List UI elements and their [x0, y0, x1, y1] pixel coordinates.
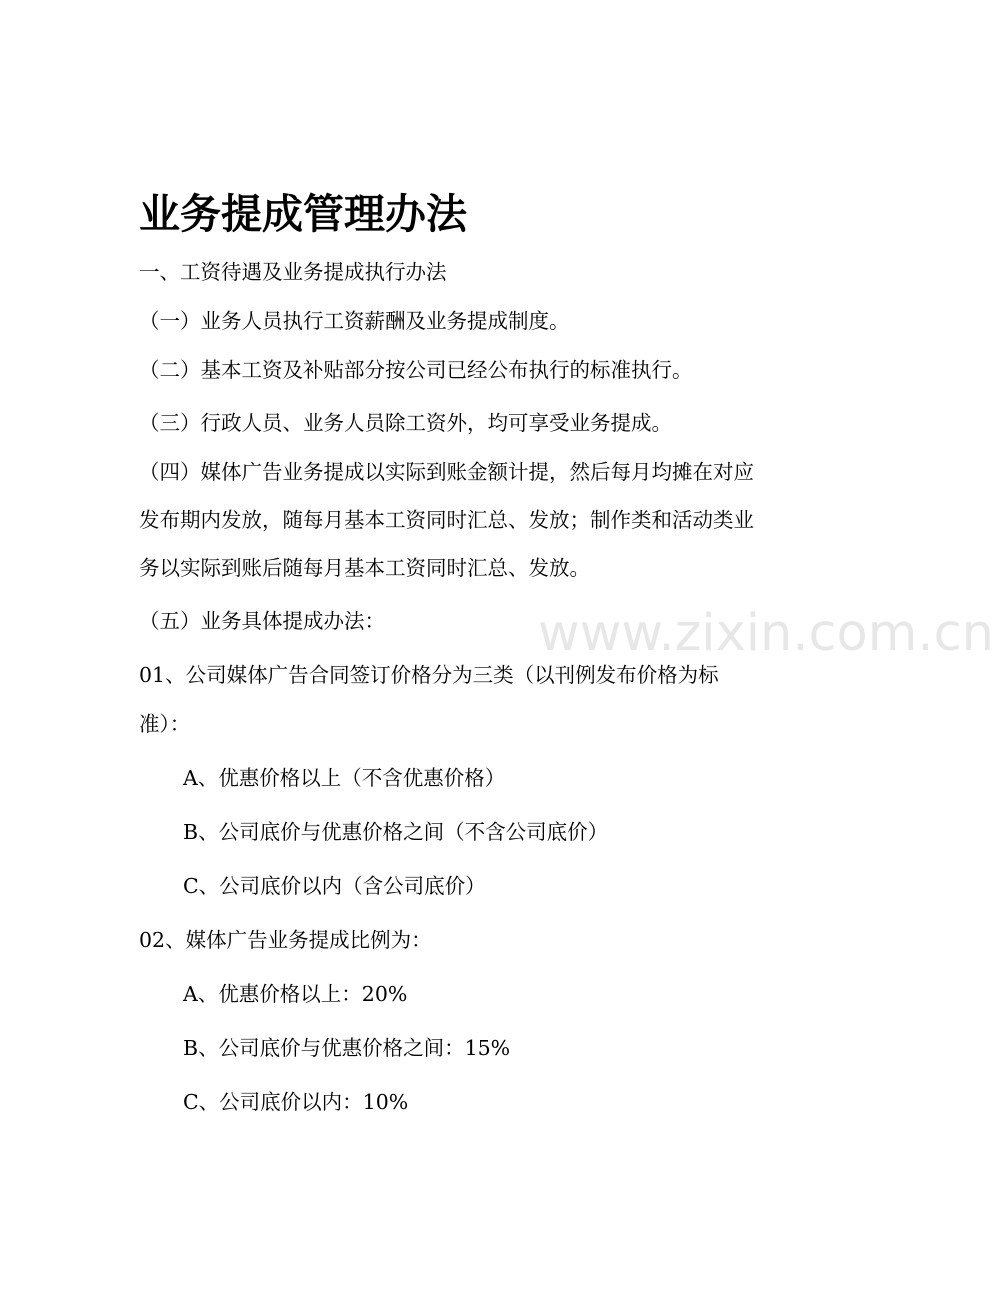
paragraph-line: 发布期内发放，随每月基本工资同时汇总、发放；制作类和活动类业	[139, 508, 754, 532]
paragraph-line: 01、公司媒体广告合同签订价格分为三类（以刊例发布价格为标	[139, 663, 719, 687]
list-item: A、优惠价格以上：20%	[183, 982, 408, 1006]
paragraph-line: 02、媒体广告业务提成比例为：	[139, 928, 432, 952]
paragraph-line: （五）业务具体提成办法：	[139, 609, 385, 633]
paragraph-line: （一）业务人员执行工资薪酬及业务提成制度。	[139, 309, 570, 333]
list-item: C、公司底价以内：10%	[183, 1090, 409, 1114]
list-item: B、公司底价与优惠价格之间：15%	[183, 1036, 511, 1060]
paragraph-line: 准）：	[139, 712, 191, 736]
paragraph-line: （四）媒体广告业务提成以实际到账金额计提，然后每月均摊在对应	[139, 460, 754, 484]
paragraph-line: （二）基本工资及补贴部分按公司已经公布执行的标准执行。	[139, 358, 693, 382]
paragraph-line: （三）行政人员、业务人员除工资外，均可享受业务提成。	[139, 411, 672, 435]
list-item: A、优惠价格以上（不含优惠价格）	[183, 766, 506, 790]
list-item: C、公司底价以内（含公司底价）	[183, 874, 486, 898]
document-title: 业务提成管理办法	[139, 190, 467, 238]
paragraph-line: 务以实际到账后随每月基本工资同时汇总、发放。	[139, 556, 590, 580]
watermark: www.zixin.com.cn	[538, 604, 994, 663]
section-heading: 一、工资待遇及业务提成执行办法	[139, 260, 447, 284]
list-item: B、公司底价与优惠价格之间（不含公司底价）	[183, 820, 609, 844]
